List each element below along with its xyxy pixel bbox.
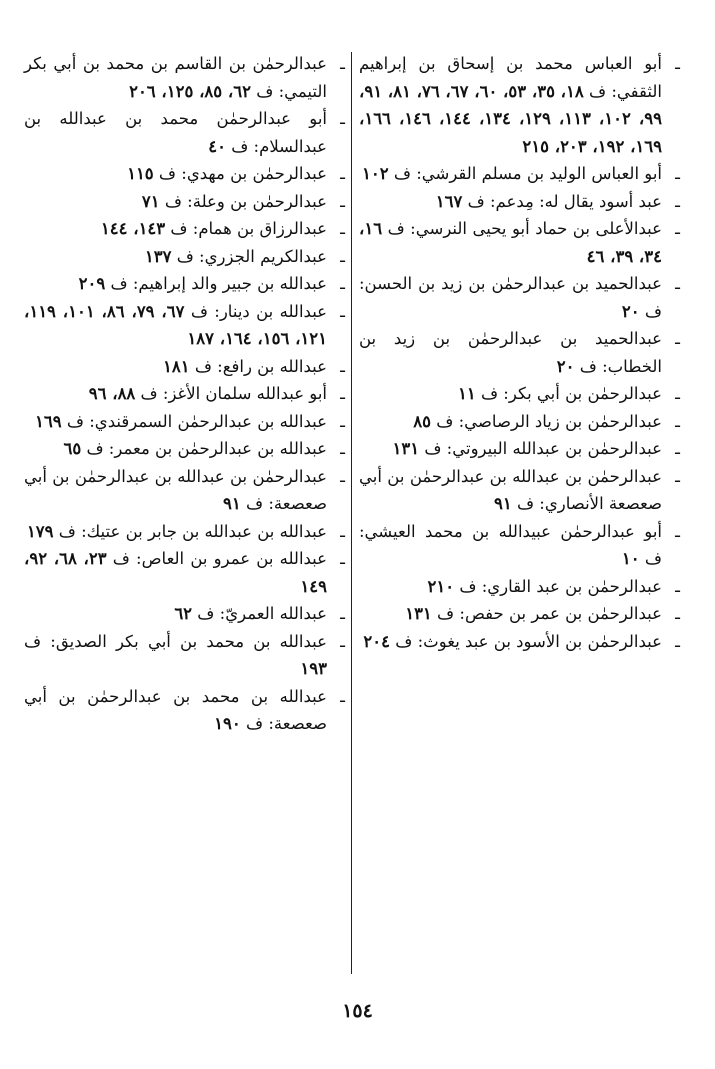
index-entry — [359, 380, 677, 408]
index-entry — [24, 518, 342, 546]
left-column — [24, 50, 342, 738]
index-entry — [359, 270, 677, 325]
entry-refs: ٨٨، ٩٦ — [88, 384, 136, 403]
entry-refs: ٢٠٤ — [363, 631, 391, 651]
index-entry — [24, 408, 342, 436]
entry-refs: ١٨، ٣٥، ٥٣، ٦٠، ٦٧، ٧٦، ٨١، ٩١، ٩٩، ١٠٢، ١١٣، ١٢٩، ١٣٤، ١٤٤، ١٤٦، ١٦٦، ١٦٩، ١٩٢، ٢٠٣، ٢١٥ — [359, 81, 662, 156]
entry-name: عبدالرحمٰن بن أبي بكر: ف — [480, 384, 662, 403]
entry-name: أبو العباس الوليد بن مسلم القرشي: ف — [393, 164, 662, 183]
entry-name: عبدالحميد بن عبدالرحمٰن بن زيد بن الخطاب: ف — [359, 329, 662, 376]
entry-name: عبدالرزاق بن همام: ف — [170, 219, 327, 238]
entry-refs: ١٣١ — [392, 439, 420, 458]
index-entry — [359, 518, 677, 573]
entry-refs: ١٠٢ — [362, 164, 389, 183]
index-entry — [359, 325, 677, 380]
page-number: ١٥٤ — [342, 1000, 373, 1022]
entry-name: عبد أسود يقال له: مِدعم: ف — [467, 191, 662, 211]
index-entry — [359, 188, 677, 216]
entry-refs: ٦٢ — [174, 604, 193, 623]
index-entry — [359, 408, 677, 436]
index-entry — [24, 298, 342, 353]
entry-refs: ١٣٧ — [144, 246, 172, 266]
entry-refs: ٧١ — [141, 191, 160, 211]
entry-name: عبدالله العمريّ: ف — [197, 604, 327, 623]
index-entry — [359, 573, 677, 601]
entry-name: عبدالله بن عبدالله بن جابر بن عتيك: ف — [58, 521, 327, 541]
entry-name: عبدالله بن محمد بن عبدالرحمٰن بن أبي صعصعة: ف — [24, 686, 327, 733]
right-column — [359, 50, 677, 655]
index-entry — [24, 600, 342, 628]
entry-refs: ١٧٩ — [26, 521, 54, 541]
column-divider — [351, 52, 352, 974]
entry-name: أبو عبدالرحمٰن محمد بن عبدالله بن عبدالسلام: ف — [24, 109, 327, 156]
entry-refs: ١٦٩ — [35, 411, 62, 431]
index-entry — [359, 160, 677, 188]
index-entry — [359, 435, 677, 463]
entry-name: عبدالله بن عمرو بن العاص: ف — [112, 549, 328, 568]
index-entry — [24, 160, 342, 188]
entry-name: عبدالحميد بن عبدالرحمٰن بن زيد بن الحسن: ف — [359, 274, 662, 321]
entry-refs: ٦٢، ٨٥، ١٢٥، ٢٠٦ — [129, 81, 251, 101]
entry-refs: ١٤٣، ١٤٤ — [100, 219, 166, 238]
entry-name: عبدالرحمٰن بن زياد الرصاصي: ف — [436, 411, 662, 431]
entry-refs: ١٦٧ — [435, 191, 463, 211]
entry-name: عبدالله بن دينار: ف — [190, 301, 328, 321]
entry-refs: ١١٥ — [127, 164, 154, 183]
entry-name: عبدالرحمٰن بن وعلة: ف — [164, 191, 327, 211]
entry-name: عبدالله بن عبدالرحمٰن بن معمر: ف — [86, 439, 327, 458]
entry-name: عبدالأعلى بن حماد أبو يحيى النرسي: ف — [387, 219, 663, 238]
entry-name: عبدالله بن رافع: ف — [194, 356, 327, 376]
index-entry — [359, 600, 677, 628]
entry-refs: ١٩٠ — [214, 714, 241, 733]
index-entry — [24, 545, 342, 600]
entry-refs: ١١ — [457, 384, 476, 403]
entry-name: عبدالله بن جبير والد إبراهيم: ف — [110, 274, 327, 293]
index-entry — [24, 105, 342, 160]
entry-name: عبدالرحمٰن بن عبد القاري: ف — [459, 576, 662, 596]
index-entry — [24, 243, 342, 271]
entry-refs: ١٦، ٣٤، ٣٩، ٤٦ — [359, 219, 662, 266]
entry-name: عبدالرحمٰن بن الأسود بن عبد يغوث: ف — [395, 631, 662, 651]
entry-name: أبو عبدالرحمٰن عبيدالله بن محمد العيشي: ف — [359, 521, 662, 568]
entry-refs: ٢١٠ — [427, 576, 455, 596]
entry-refs: ٨٥ — [413, 411, 431, 431]
index-entry — [359, 628, 677, 656]
entry-refs: ٩١ — [223, 494, 241, 513]
entry-name: عبدالرحمٰن بن مهدي: ف — [158, 164, 327, 183]
entry-name: عبدالرحمٰن بن عبدالله بن عبدالرحمٰن بن أبي صعصعة الأنصاري: ف — [359, 466, 662, 513]
entry-refs: ٢٠ — [621, 301, 640, 321]
index-entry — [24, 380, 342, 408]
entry-refs: ٩١ — [493, 494, 512, 513]
entry-refs: ٦٥ — [63, 439, 82, 458]
index-entry — [24, 683, 342, 738]
entry-refs: ١٣١ — [405, 604, 432, 623]
entry-refs: ٦٧، ٧٩، ٨٦، ١٠١، ١١٩، ١٢١، ١٥٦، ١٦٤، ١٨٧ — [24, 301, 327, 348]
entry-name: أبو العباس محمد بن إسحاق بن إبراهيم الثقفي: ف — [359, 54, 662, 101]
entry-refs: ١٠ — [621, 549, 640, 568]
entry-name: عبدالله بن عبدالرحمٰن السمرقندي: ف — [66, 411, 327, 431]
entry-name: عبدالرحمٰن بن عمر بن حفص: ف — [437, 604, 662, 623]
entry-refs: ٢٠٩ — [78, 274, 106, 293]
index-entry — [24, 270, 342, 298]
entry-name: عبدالرحمٰن بن القاسم بن محمد بن أبي بكر التيمي: ف — [24, 54, 327, 101]
index-entry — [359, 50, 677, 160]
entry-refs: ٢٠ — [556, 356, 575, 376]
entry-refs: ١٨١ — [162, 356, 190, 376]
entry-name: عبدالرحمٰن بن عبدالله بن عبدالرحمٰن بن أبي صعصعة: ف — [24, 466, 327, 513]
index-entry — [24, 463, 342, 518]
entry-refs: ٢٣، ٦٨، ٩٢، ١٤٩ — [24, 549, 327, 596]
entry-name: عبدالرحمٰن بن عبدالله البيروتي: ف — [424, 439, 662, 458]
index-entry — [24, 628, 342, 683]
index-entry — [24, 50, 342, 105]
index-entry — [24, 353, 342, 381]
entry-name: عبدالله بن محمد بن أبي بكر الصديق: ف — [24, 631, 327, 651]
index-entry — [24, 188, 342, 216]
index-entry — [24, 435, 342, 463]
index-entry — [24, 215, 342, 243]
entry-name: أبو عبدالله سلمان الأغز: ف — [140, 384, 327, 403]
entry-name: عبدالكريم الجزري: ف — [176, 246, 327, 266]
index-entry — [359, 215, 677, 270]
index-entry — [359, 463, 677, 518]
entry-refs: ٤٠ — [208, 136, 226, 156]
entry-refs: ١٩٣ — [300, 659, 327, 678]
